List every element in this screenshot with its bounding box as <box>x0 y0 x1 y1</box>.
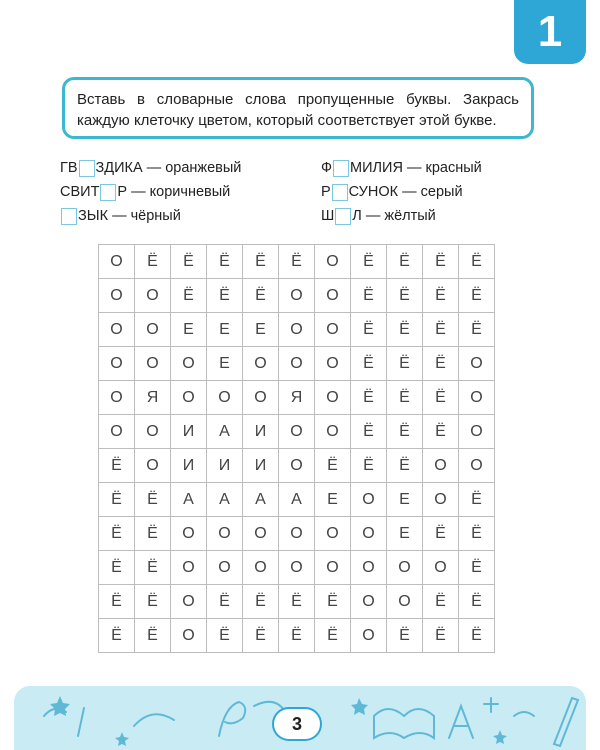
grid-cell[interactable]: О <box>135 347 171 381</box>
grid-cell[interactable]: Ё <box>459 619 495 653</box>
word-color: коричневый <box>149 184 231 200</box>
grid-cell[interactable]: Ё <box>171 245 207 279</box>
grid-cell[interactable]: А <box>279 483 315 517</box>
grid-cell[interactable]: Ё <box>459 585 495 619</box>
section-number: 1 <box>537 7 563 56</box>
letter-blank[interactable] <box>335 208 351 225</box>
word-before: Р <box>321 184 331 200</box>
grid-cell[interactable]: Ё <box>207 245 243 279</box>
grid-cell[interactable]: О <box>387 551 423 585</box>
dash: — <box>131 184 146 200</box>
grid-cell[interactable]: Ё <box>459 483 495 517</box>
grid-cell[interactable]: О <box>243 381 279 415</box>
instruction-text: Вставь в словарные слова пропущенные буквы. Закрась каждую клеточку цветом, который соответствует этой букве. <box>77 91 519 129</box>
page-number-badge <box>272 707 322 741</box>
grid-row <box>99 313 495 347</box>
grid-cell[interactable]: А <box>243 483 279 517</box>
grid-cell[interactable]: И <box>171 449 207 483</box>
grid-cell[interactable]: И <box>207 449 243 483</box>
grid-cell[interactable]: О <box>171 517 207 551</box>
letter-blank[interactable] <box>79 160 95 177</box>
grid-cell[interactable]: Ё <box>387 279 423 313</box>
letter-blank[interactable] <box>61 208 77 225</box>
dash: — <box>402 184 417 200</box>
grid-cell[interactable]: Ё <box>351 313 387 347</box>
grid-cell[interactable]: Ё <box>207 585 243 619</box>
grid-cell[interactable]: О <box>99 279 135 313</box>
dash: — <box>365 208 381 224</box>
grid-cell[interactable]: Ё <box>135 619 171 653</box>
grid-cell[interactable]: О <box>387 585 423 619</box>
grid-cell[interactable]: О <box>351 483 387 517</box>
grid-cell[interactable]: Ё <box>315 585 351 619</box>
grid-cell[interactable]: О <box>351 585 387 619</box>
grid-cell[interactable]: Ё <box>387 313 423 347</box>
grid-cell[interactable]: О <box>171 347 207 381</box>
word-color: чёрный <box>130 208 181 224</box>
grid-cell[interactable]: Е <box>207 347 243 381</box>
grid-cell[interactable]: Ё <box>99 483 135 517</box>
grid-cell[interactable]: Ё <box>135 585 171 619</box>
grid-cell[interactable]: Ё <box>171 279 207 313</box>
grid-cell[interactable]: О <box>459 347 495 381</box>
grid-cell[interactable]: Ё <box>459 245 495 279</box>
grid-cell[interactable]: Я <box>279 381 315 415</box>
word-before: СВИТ <box>60 184 100 200</box>
grid-cell[interactable]: О <box>171 551 207 585</box>
grid-cell[interactable]: О <box>459 449 495 483</box>
grid-cell[interactable]: О <box>315 381 351 415</box>
grid-cell[interactable]: О <box>315 245 351 279</box>
grid-cell[interactable]: О <box>279 347 315 381</box>
grid-cell[interactable]: Е <box>171 313 207 347</box>
grid-cell[interactable]: О <box>279 415 315 449</box>
grid-cell[interactable]: О <box>315 517 351 551</box>
grid-cell[interactable]: Ё <box>315 619 351 653</box>
grid-cell[interactable]: Ё <box>351 347 387 381</box>
word-color: жёлтый <box>384 208 436 224</box>
letter-grid <box>98 244 495 653</box>
grid-cell[interactable]: Ё <box>279 619 315 653</box>
letter-blank[interactable] <box>100 184 116 201</box>
grid-cell[interactable]: Ё <box>387 449 423 483</box>
grid-cell[interactable]: Ё <box>423 245 459 279</box>
grid-row <box>99 245 495 279</box>
grid-cell[interactable]: Е <box>387 483 423 517</box>
grid-cell[interactable]: О <box>135 313 171 347</box>
grid-cell[interactable]: Ё <box>351 245 387 279</box>
grid-cell[interactable]: И <box>243 449 279 483</box>
word-before: Ф <box>321 160 333 176</box>
grid-cell[interactable]: Ё <box>387 619 423 653</box>
grid-cell[interactable]: Ё <box>351 381 387 415</box>
word-item <box>60 206 181 226</box>
grid-cell[interactable]: О <box>207 551 243 585</box>
grid-cell[interactable]: Ё <box>423 619 459 653</box>
grid-cell[interactable]: Ё <box>243 279 279 313</box>
word-after: МИЛИЯ <box>350 160 403 176</box>
page-number: 3 <box>291 713 302 734</box>
grid-cell[interactable]: О <box>351 619 387 653</box>
grid-cell[interactable]: О <box>243 551 279 585</box>
grid-cell[interactable]: О <box>279 313 315 347</box>
grid-cell[interactable]: Ё <box>423 313 459 347</box>
grid-cell[interactable]: Ё <box>243 585 279 619</box>
grid-row <box>99 449 495 483</box>
grid-cell[interactable]: Я <box>135 381 171 415</box>
grid-cell[interactable]: О <box>279 279 315 313</box>
word-color: красный <box>425 160 482 176</box>
grid-cell[interactable]: О <box>423 449 459 483</box>
grid-cell[interactable]: О <box>135 415 171 449</box>
grid-cell[interactable]: Е <box>243 313 279 347</box>
grid-cell[interactable]: О <box>243 517 279 551</box>
grid-cell[interactable]: Ё <box>351 415 387 449</box>
grid-cell[interactable]: О <box>279 449 315 483</box>
grid-cell[interactable]: Ё <box>423 347 459 381</box>
grid-cell[interactable]: О <box>99 347 135 381</box>
grid-row <box>99 551 495 585</box>
grid-cell[interactable]: Ё <box>99 619 135 653</box>
grid-cell[interactable]: Ё <box>387 381 423 415</box>
grid-cell[interactable]: О <box>99 415 135 449</box>
word-before: ГВ <box>60 160 78 176</box>
grid-row <box>99 415 495 449</box>
grid-cell[interactable]: Ё <box>423 381 459 415</box>
word-after: ЗДИКА <box>95 160 143 176</box>
grid-cell[interactable]: О <box>279 517 315 551</box>
grid-cell[interactable]: Ё <box>99 551 135 585</box>
grid-cell[interactable]: О <box>423 551 459 585</box>
word-after: Р <box>117 184 128 200</box>
grid-cell[interactable]: Ё <box>423 415 459 449</box>
word-item <box>321 182 463 202</box>
grid-cell[interactable]: О <box>423 483 459 517</box>
grid-cell[interactable]: Е <box>315 483 351 517</box>
grid-cell[interactable]: О <box>459 415 495 449</box>
letter-blank[interactable] <box>332 184 348 201</box>
grid-cell[interactable]: О <box>171 585 207 619</box>
grid-cell[interactable]: Ё <box>135 245 171 279</box>
grid-cell[interactable]: О <box>351 517 387 551</box>
grid-cell[interactable]: Ё <box>99 517 135 551</box>
grid-cell[interactable]: О <box>315 279 351 313</box>
grid-cell[interactable]: Ё <box>315 449 351 483</box>
grid-cell[interactable]: И <box>243 415 279 449</box>
grid-cell[interactable]: Ё <box>243 619 279 653</box>
grid-cell[interactable]: Ё <box>99 449 135 483</box>
dash: — <box>146 160 162 176</box>
word-item <box>321 158 482 178</box>
grid-cell[interactable]: О <box>207 381 243 415</box>
word-before: Ш <box>321 208 335 224</box>
word-item <box>321 206 436 226</box>
dash: — <box>112 208 127 224</box>
grid-cell[interactable]: Ё <box>135 517 171 551</box>
grid-cell[interactable]: Ё <box>423 517 459 551</box>
grid-cell[interactable]: О <box>99 245 135 279</box>
grid-cell[interactable]: О <box>135 279 171 313</box>
grid-cell[interactable]: Ё <box>459 551 495 585</box>
grid-cell[interactable]: Ё <box>135 483 171 517</box>
word-item <box>60 158 241 178</box>
grid-cell[interactable]: О <box>315 347 351 381</box>
word-item <box>60 182 230 202</box>
grid-row <box>99 279 495 313</box>
grid-cell[interactable]: О <box>99 313 135 347</box>
grid-cell[interactable]: А <box>207 415 243 449</box>
grid-cell[interactable]: Ё <box>387 347 423 381</box>
grid-cell[interactable]: Ё <box>459 279 495 313</box>
dash: — <box>406 160 422 176</box>
word-after: СУНОК <box>348 184 399 200</box>
grid-cell[interactable]: Ё <box>459 313 495 347</box>
grid-cell[interactable]: И <box>171 415 207 449</box>
grid-cell[interactable]: О <box>279 551 315 585</box>
grid-cell[interactable]: О <box>315 551 351 585</box>
grid-cell[interactable]: Ё <box>135 551 171 585</box>
grid-cell[interactable]: О <box>171 381 207 415</box>
grid-cell[interactable]: Ё <box>423 279 459 313</box>
grid-cell[interactable]: А <box>207 483 243 517</box>
grid-cell[interactable]: Ё <box>351 449 387 483</box>
instruction-box <box>62 77 534 139</box>
letter-blank[interactable] <box>333 160 349 177</box>
grid-cell[interactable]: Ё <box>243 245 279 279</box>
word-after: Л <box>352 208 362 224</box>
grid-cell[interactable]: Ё <box>423 585 459 619</box>
grid-cell[interactable]: О <box>135 449 171 483</box>
grid-cell[interactable]: Ё <box>279 585 315 619</box>
grid-cell[interactable]: Ё <box>279 245 315 279</box>
grid-row <box>99 347 495 381</box>
grid-cell[interactable]: Ё <box>459 517 495 551</box>
grid-cell[interactable]: О <box>207 517 243 551</box>
grid-row <box>99 483 495 517</box>
word-color: оранжевый <box>165 160 242 176</box>
grid-row <box>99 585 495 619</box>
section-number-tab <box>514 0 586 64</box>
grid-cell[interactable]: Ё <box>387 245 423 279</box>
grid-cell[interactable]: О <box>459 381 495 415</box>
grid-cell[interactable]: О <box>171 619 207 653</box>
grid-cell[interactable]: Ё <box>351 279 387 313</box>
grid-row <box>99 517 495 551</box>
grid-row <box>99 381 495 415</box>
grid-cell[interactable]: О <box>315 415 351 449</box>
grid-cell[interactable]: О <box>351 551 387 585</box>
grid-cell[interactable]: Ё <box>387 415 423 449</box>
grid-cell[interactable]: О <box>315 313 351 347</box>
grid-cell[interactable]: Е <box>387 517 423 551</box>
grid-cell[interactable]: О <box>243 347 279 381</box>
grid-cell[interactable]: Ё <box>207 279 243 313</box>
grid-cell[interactable]: О <box>99 381 135 415</box>
grid-cell[interactable]: Ё <box>99 585 135 619</box>
grid-cell[interactable]: Ё <box>207 619 243 653</box>
word-after: ЗЫК <box>78 208 109 224</box>
grid-cell[interactable]: А <box>171 483 207 517</box>
grid-cell[interactable]: Е <box>207 313 243 347</box>
word-color: серый <box>420 184 463 200</box>
grid-row <box>99 619 495 653</box>
